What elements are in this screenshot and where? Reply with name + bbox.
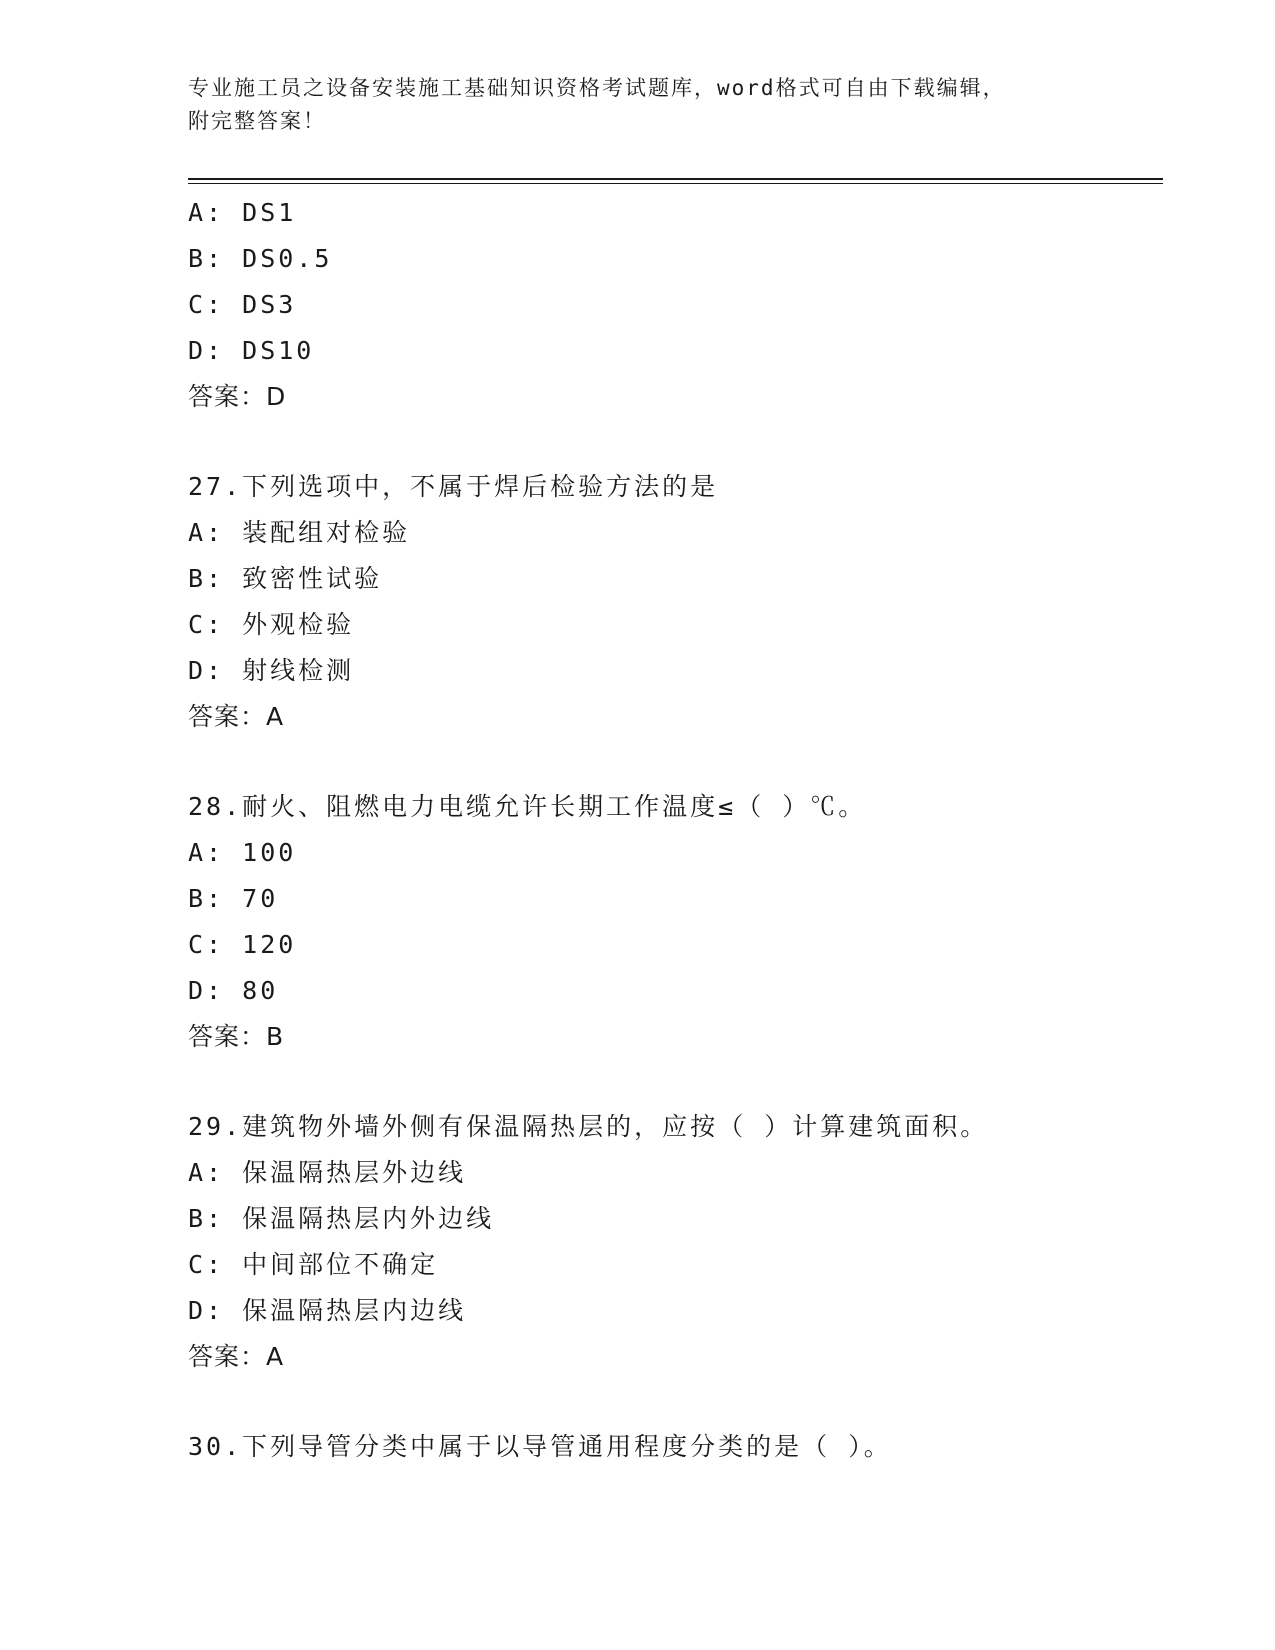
answer-line: 答案：B xyxy=(188,1022,285,1051)
header-divider-thin xyxy=(188,183,1163,184)
option-c: C: 中间部位不确定 xyxy=(188,1250,439,1279)
question-block-26 xyxy=(188,190,1163,420)
question-block-29 xyxy=(188,1104,1163,1380)
option-a: A: 100 xyxy=(188,838,297,867)
question-text: 29.建筑物外墙外侧有保温隔热层的，应按（ ）计算建筑面积。 xyxy=(188,1112,989,1141)
spacer xyxy=(188,740,1163,784)
question-block-28 xyxy=(188,784,1163,1060)
question-text: 27.下列选项中，不属于焊后检验方法的是 xyxy=(188,472,719,501)
spacer xyxy=(188,420,1163,464)
document-header xyxy=(188,72,1088,138)
answer-line: 答案：D xyxy=(188,382,287,411)
option-c: C: 外观检验 xyxy=(188,610,355,639)
option-c: C: DS3 xyxy=(188,290,297,319)
option-a: A: 装配组对检验 xyxy=(188,518,411,547)
option-a: A: DS1 xyxy=(188,198,297,227)
question-block-27 xyxy=(188,464,1163,740)
option-d: D: 保温隔热层内边线 xyxy=(188,1296,467,1325)
option-d: D: 80 xyxy=(188,976,279,1005)
option-b: B: DS0.5 xyxy=(188,244,333,273)
option-b: B: 70 xyxy=(188,884,279,913)
question-text: 28.耐火、阻燃电力电缆允许长期工作温度≤（ ）℃。 xyxy=(188,792,867,821)
option-b: B: 致密性试验 xyxy=(188,564,383,593)
answer-line: 答案：A xyxy=(188,1342,285,1371)
option-b: B: 保温隔热层内外边线 xyxy=(188,1204,495,1233)
header-divider-thick xyxy=(188,178,1163,180)
spacer xyxy=(188,1060,1163,1104)
spacer xyxy=(188,1380,1163,1424)
answer-line: 答案：A xyxy=(188,702,285,731)
option-c: C: 120 xyxy=(188,930,297,959)
header-line-2: 附完整答案！ xyxy=(188,109,326,133)
question-text: 30.下列导管分类中属于以导管通用程度分类的是（ ）。 xyxy=(188,1432,892,1461)
question-block-30 xyxy=(188,1424,1163,1470)
option-a: A: 保温隔热层外边线 xyxy=(188,1158,467,1187)
option-d: D: DS10 xyxy=(188,336,315,365)
question-list xyxy=(188,190,1163,1470)
option-d: D: 射线检测 xyxy=(188,656,355,685)
header-line-1: 专业施工员之设备安装施工基础知识资格考试题库，word格式可自由下载编辑， xyxy=(188,76,1006,100)
